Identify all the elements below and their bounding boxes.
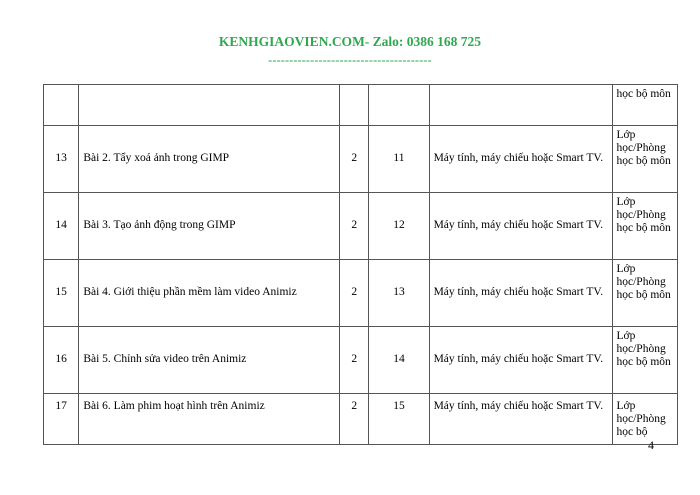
table-row — [44, 394, 678, 445]
cell-equipment: Máy tính, máy chiếu hoặc Smart TV. — [429, 394, 612, 445]
cell-name — [79, 85, 340, 126]
cell-num: 13 — [44, 126, 79, 193]
cell-location: Lớp học/Phòng học bộ — [612, 394, 678, 445]
table-row — [44, 327, 678, 394]
cell-num — [44, 85, 79, 126]
cell-num: 14 — [44, 193, 79, 260]
cell-equipment: Máy tính, máy chiếu hoặc Smart TV. — [429, 126, 612, 193]
table-row — [44, 126, 678, 193]
page-number: 4 — [648, 438, 654, 452]
cell-periods: 2 — [340, 193, 369, 260]
cell-num: 17 — [44, 394, 79, 445]
cell-location: Lớp học/Phòng học bộ môn — [612, 260, 678, 327]
header-divider: --------------------------------------- — [268, 53, 432, 67]
cell-periods — [340, 85, 369, 126]
cell-num: 15 — [44, 260, 79, 327]
table-row — [44, 193, 678, 260]
cell-name: Bài 3. Tạo ảnh động trong GIMP — [79, 193, 340, 260]
cell-periods: 2 — [340, 327, 369, 394]
cell-week: 12 — [369, 193, 429, 260]
table-row — [44, 260, 678, 327]
cell-name: Bài 6. Làm phim hoạt hình trên Animiz — [79, 394, 340, 445]
cell-equipment — [429, 85, 612, 126]
cell-num: 16 — [44, 327, 79, 394]
cell-week: 13 — [369, 260, 429, 327]
cell-equipment: Máy tính, máy chiếu hoặc Smart TV. — [429, 327, 612, 394]
cell-equipment: Máy tính, máy chiếu hoặc Smart TV. — [429, 193, 612, 260]
cell-periods: 2 — [340, 394, 369, 445]
cell-name: Bài 5. Chỉnh sửa video trên Animiz — [79, 327, 340, 394]
cell-location: Lớp học/Phòng học bộ môn — [612, 193, 678, 260]
cell-equipment: Máy tính, máy chiếu hoặc Smart TV. — [429, 260, 612, 327]
cell-periods: 2 — [340, 126, 369, 193]
cell-location: học bộ môn — [612, 85, 678, 126]
cell-week: 15 — [369, 394, 429, 445]
cell-week — [369, 85, 429, 126]
cell-week: 14 — [369, 327, 429, 394]
header-title: KENHGIAOVIEN.COM- Zalo: 0386 168 725 — [218, 34, 482, 49]
cell-location: Lớp học/Phòng học bộ môn — [612, 126, 678, 193]
cell-periods: 2 — [340, 260, 369, 327]
table-row-continued — [44, 85, 678, 126]
page-header — [0, 34, 700, 68]
cell-name: Bài 2. Tẩy xoá ảnh trong GIMP — [79, 126, 340, 193]
cell-location: Lớp học/Phòng học bộ môn — [612, 327, 678, 394]
lesson-table — [43, 84, 678, 445]
cell-week: 11 — [369, 126, 429, 193]
cell-name: Bài 4. Giới thiệu phần mềm làm video Animiz — [79, 260, 340, 327]
